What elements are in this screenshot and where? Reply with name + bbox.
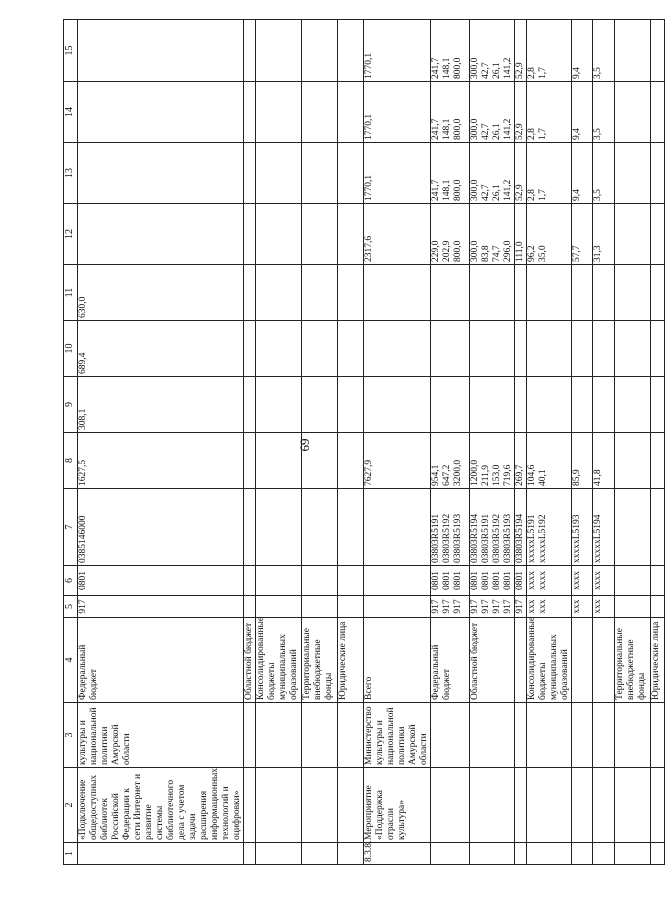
table-cell-c10 xyxy=(431,321,470,377)
table-cell-c2: Мероприятие «Поддержка отрасли культура» xyxy=(364,768,431,843)
table-cell-c1 xyxy=(593,843,615,865)
table-cell-c1 xyxy=(651,843,665,865)
budget-table xyxy=(63,19,665,865)
column-header: 14 xyxy=(64,82,78,143)
table-cell-c1 xyxy=(244,843,256,865)
table-cell-c5 xyxy=(651,596,665,618)
table-cell-c2 xyxy=(338,768,364,843)
table-cell-c1 xyxy=(572,843,593,865)
table-cell-c8 xyxy=(615,433,651,489)
table-cell-c11 xyxy=(338,265,364,321)
table-cell-c15: 52,9 xyxy=(515,20,527,82)
column-header: 8 xyxy=(64,433,78,489)
table-cell-c13 xyxy=(78,143,244,204)
table-row xyxy=(78,20,244,865)
table-cell-c2 xyxy=(572,768,593,843)
table-cell-c13: 241,7 148,1 800,0 xyxy=(431,143,470,204)
table-cell-c6: 0801 xyxy=(515,566,527,596)
table-cell-c6: хххх xyxy=(593,566,615,596)
table-cell-c3 xyxy=(338,703,364,768)
table-row xyxy=(302,20,338,865)
table-cell-c4: Областной бюджет xyxy=(470,618,515,703)
table-cell-c7: 03803R5194 03803R5191 03803R5192 03803R5193 xyxy=(470,489,515,566)
column-header: 6 xyxy=(64,566,78,596)
table-cell-c4: Консолидированные бюджеты муниципальных образований xyxy=(527,618,572,703)
table-cell-c4: Юридические лица xyxy=(651,618,665,703)
table-cell-c5: 917 xyxy=(78,596,244,618)
table-cell-c7 xyxy=(244,489,256,566)
table-cell-c6 xyxy=(302,566,338,596)
table-cell-c6 xyxy=(615,566,651,596)
table-cell-c13: 9,4 xyxy=(572,143,593,204)
table-cell-c2 xyxy=(527,768,572,843)
table-cell-c4: Всего xyxy=(364,618,431,703)
rotated-table-container xyxy=(63,20,661,865)
table-cell-c13: 300,0 42,7 26,1 141,2 xyxy=(470,143,515,204)
table-cell-c4 xyxy=(515,618,527,703)
table-cell-c2 xyxy=(244,768,256,843)
table-cell-c2 xyxy=(302,768,338,843)
table-cell-c14: 9,4 xyxy=(572,82,593,143)
table-cell-c8 xyxy=(338,433,364,489)
table-cell-c14: 1770,1 xyxy=(364,82,431,143)
table-cell-c2 xyxy=(651,768,665,843)
table-cell-c1 xyxy=(470,843,515,865)
table-cell-c6 xyxy=(338,566,364,596)
table-cell-c5 xyxy=(256,596,302,618)
table-row xyxy=(651,20,665,865)
table-cell-c12 xyxy=(78,204,244,265)
table-cell-c2: «Подключение общедоступных библиотек Российской Федерации к сети Интернет и развитие системы библиотечного дела с учетом задачи расширения информационных технологий и оцифровки» xyxy=(78,768,244,843)
table-cell-c7 xyxy=(302,489,338,566)
table-cell-c15 xyxy=(615,20,651,82)
table-cell-c11 xyxy=(593,265,615,321)
column-header: 10 xyxy=(64,321,78,377)
table-cell-c9 xyxy=(431,377,470,433)
table-cell-c6 xyxy=(651,566,665,596)
table-cell-c9 xyxy=(244,377,256,433)
table-cell-c10 xyxy=(244,321,256,377)
table-cell-c6: 0801 xyxy=(78,566,244,596)
column-header: 5 xyxy=(64,596,78,618)
table-cell-c3: Министерство культуры и национальной политики Амурской области xyxy=(364,703,431,768)
table-cell-c5 xyxy=(244,596,256,618)
table-cell-c3 xyxy=(572,703,593,768)
table-cell-c13 xyxy=(302,143,338,204)
table-cell-c13 xyxy=(244,143,256,204)
table-cell-c9 xyxy=(338,377,364,433)
table-cell-c10: 689,4 xyxy=(78,321,244,377)
table-cell-c15 xyxy=(244,20,256,82)
table-cell-c10 xyxy=(364,321,431,377)
table-cell-c14 xyxy=(78,82,244,143)
table-cell-c1 xyxy=(431,843,470,865)
table-cell-c11 xyxy=(515,265,527,321)
table-cell-c14 xyxy=(615,82,651,143)
table-cell-c10 xyxy=(470,321,515,377)
table-cell-c11 xyxy=(470,265,515,321)
table-cell-c15 xyxy=(256,20,302,82)
table-cell-c9 xyxy=(527,377,572,433)
page-number: 69 xyxy=(297,438,312,452)
table-cell-c8: 1200,0 211,9 153,0 719,6 xyxy=(470,433,515,489)
table-cell-c12 xyxy=(256,204,302,265)
table-cell-c10 xyxy=(651,321,665,377)
table-cell-c1 xyxy=(515,843,527,865)
table-cell-c10 xyxy=(572,321,593,377)
table-cell-c3 xyxy=(256,703,302,768)
table-cell-c1 xyxy=(615,843,651,865)
table-cell-c3 xyxy=(302,703,338,768)
table-cell-c7: 03803R5191 03803R5192 03803R5193 xyxy=(431,489,470,566)
table-cell-c12 xyxy=(302,204,338,265)
table-cell-c10 xyxy=(302,321,338,377)
table-cell-c10 xyxy=(615,321,651,377)
table-cell-c9 xyxy=(572,377,593,433)
table-cell-c5 xyxy=(615,596,651,618)
table-cell-c13 xyxy=(651,143,665,204)
table-cell-c12 xyxy=(338,204,364,265)
table-cell-c4 xyxy=(572,618,593,703)
table-cell-c1 xyxy=(302,843,338,865)
column-header: 1 xyxy=(64,843,78,865)
table-cell-c11 xyxy=(364,265,431,321)
table-cell-c5: ххх xyxy=(593,596,615,618)
table-cell-c5: 917 917 917 917 xyxy=(470,596,515,618)
table-cell-c3: культуры и национальной политики Амурской области xyxy=(78,703,244,768)
table-cell-c4: Областной бюджет xyxy=(244,618,256,703)
table-cell-c8: 104,6 40,1 xyxy=(527,433,572,489)
header-row xyxy=(64,20,78,865)
table-cell-c3 xyxy=(593,703,615,768)
table-row xyxy=(470,20,515,865)
table-cell-c2 xyxy=(470,768,515,843)
table-cell-c8: 1627,5 xyxy=(78,433,244,489)
table-cell-c4: Консолидированные бюджеты муниципальных образований xyxy=(256,618,302,703)
table-cell-c4: Федеральный бюджет xyxy=(78,618,244,703)
table-cell-c1: 8.3.8. xyxy=(364,843,431,865)
table-cell-c6: 0801 0801 0801 0801 xyxy=(470,566,515,596)
table-cell-c3 xyxy=(615,703,651,768)
table-cell-c15: 2,8 1,7 xyxy=(527,20,572,82)
table-row xyxy=(572,20,593,865)
table-cell-c1 xyxy=(256,843,302,865)
table-row xyxy=(256,20,302,865)
table-body xyxy=(64,20,665,865)
table-cell-c10 xyxy=(256,321,302,377)
table-cell-c5: 917 917 917 xyxy=(431,596,470,618)
table-cell-c13: 3,5 xyxy=(593,143,615,204)
table-cell-c7: 0385146000 xyxy=(78,489,244,566)
column-header: 4 xyxy=(64,618,78,703)
table-cell-c5 xyxy=(364,596,431,618)
table-cell-c9 xyxy=(651,377,665,433)
table-cell-c13 xyxy=(615,143,651,204)
column-header: 13 xyxy=(64,143,78,204)
table-row xyxy=(244,20,256,865)
column-header: 12 xyxy=(64,204,78,265)
table-cell-c1 xyxy=(338,843,364,865)
table-cell-c8: 269,7 xyxy=(515,433,527,489)
table-cell-c14 xyxy=(651,82,665,143)
table-row xyxy=(615,20,651,865)
table-cell-c14 xyxy=(338,82,364,143)
table-cell-c3 xyxy=(515,703,527,768)
table-cell-c1 xyxy=(527,843,572,865)
table-cell-c4 xyxy=(593,618,615,703)
table-cell-c14: 300,0 42,7 26,1 141,2 xyxy=(470,82,515,143)
table-cell-c12 xyxy=(244,204,256,265)
table-cell-c9 xyxy=(515,377,527,433)
table-cell-c10 xyxy=(338,321,364,377)
table-cell-c6: хххх хххх xyxy=(527,566,572,596)
table-cell-c12: 111,0 xyxy=(515,204,527,265)
table-cell-c9 xyxy=(593,377,615,433)
table-cell-c8 xyxy=(256,433,302,489)
table-cell-c4: Территориальные внебюджетные фонды xyxy=(302,618,338,703)
table-cell-c6: хххх xyxy=(572,566,593,596)
table-cell-c9 xyxy=(364,377,431,433)
table-cell-c15: 1770,1 xyxy=(364,20,431,82)
table-cell-c6 xyxy=(244,566,256,596)
table-cell-c5 xyxy=(302,596,338,618)
table-cell-c10 xyxy=(593,321,615,377)
table-row xyxy=(593,20,615,865)
table-cell-c14: 241,7 148,1 800,0 xyxy=(431,82,470,143)
table-cell-c7: xxxxxL5191 xxxxxL5192 xyxy=(527,489,572,566)
table-cell-c12: 229,0 202,9 800,0 xyxy=(431,204,470,265)
table-row xyxy=(431,20,470,865)
table-cell-c10 xyxy=(515,321,527,377)
table-cell-c10 xyxy=(527,321,572,377)
table-cell-c7 xyxy=(338,489,364,566)
table-cell-c5: 917 xyxy=(515,596,527,618)
table-cell-c14: 3,5 xyxy=(593,82,615,143)
table-cell-c12: 31,3 xyxy=(593,204,615,265)
table-cell-c15: 241,7 148,1 800,0 xyxy=(431,20,470,82)
table-cell-c12 xyxy=(615,204,651,265)
table-cell-c4: Территориальные внебюджетные фонды xyxy=(615,618,651,703)
table-cell-c15 xyxy=(302,20,338,82)
table-cell-c6 xyxy=(256,566,302,596)
table-cell-c2 xyxy=(615,768,651,843)
column-header: 7 xyxy=(64,489,78,566)
table-cell-c11 xyxy=(244,265,256,321)
table-cell-c13 xyxy=(338,143,364,204)
table-cell-c5 xyxy=(338,596,364,618)
table-cell-c6 xyxy=(364,566,431,596)
table-cell-c13: 2,8 1,7 xyxy=(527,143,572,204)
table-cell-c7 xyxy=(651,489,665,566)
table-cell-c5: ххх ххх xyxy=(527,596,572,618)
table-cell-c11: 630,0 xyxy=(78,265,244,321)
table-cell-c11 xyxy=(256,265,302,321)
table-cell-c15: 3,5 xyxy=(593,20,615,82)
table-cell-c7: xxxxxL5194 xyxy=(593,489,615,566)
table-cell-c8 xyxy=(244,433,256,489)
table-row xyxy=(515,20,527,865)
table-cell-c9 xyxy=(302,377,338,433)
table-cell-c8: 7627,9 xyxy=(364,433,431,489)
table-cell-c9: 308,1 xyxy=(78,377,244,433)
table-cell-c13: 52,9 xyxy=(515,143,527,204)
table-cell-c14: 2,8 1,7 xyxy=(527,82,572,143)
table-cell-c13: 1770,1 xyxy=(364,143,431,204)
table-cell-c7 xyxy=(364,489,431,566)
table-cell-c4: Федеральный бюджет xyxy=(431,618,470,703)
table-cell-c14 xyxy=(302,82,338,143)
table-cell-c6: 0801 0801 0801 xyxy=(431,566,470,596)
table-cell-c3 xyxy=(431,703,470,768)
table-cell-c9 xyxy=(470,377,515,433)
table-cell-c3 xyxy=(527,703,572,768)
column-header: 9 xyxy=(64,377,78,433)
table-cell-c11 xyxy=(572,265,593,321)
table-cell-c11 xyxy=(651,265,665,321)
table-cell-c12: 300,0 83,8 74,7 296,0 xyxy=(470,204,515,265)
table-cell-c2 xyxy=(515,768,527,843)
table-cell-c2 xyxy=(593,768,615,843)
table-cell-c11 xyxy=(302,265,338,321)
table-cell-c7 xyxy=(615,489,651,566)
table-row xyxy=(338,20,364,865)
table-cell-c15: 300,0 42,7 26,1 141,2 xyxy=(470,20,515,82)
table-cell-c14: 52,9 xyxy=(515,82,527,143)
table-cell-c8: 954,1 647,2 3200,0 xyxy=(431,433,470,489)
table-cell-c9 xyxy=(615,377,651,433)
table-cell-c15 xyxy=(338,20,364,82)
table-cell-c12: 96,2 35,0 xyxy=(527,204,572,265)
table-cell-c14 xyxy=(244,82,256,143)
table-cell-c8 xyxy=(651,433,665,489)
table-cell-c15 xyxy=(651,20,665,82)
table-cell-c12: 2317,6 xyxy=(364,204,431,265)
table-cell-c2 xyxy=(256,768,302,843)
table-cell-c11 xyxy=(615,265,651,321)
column-header: 2 xyxy=(64,768,78,843)
table-cell-c3 xyxy=(651,703,665,768)
column-header: 11 xyxy=(64,265,78,321)
column-header: 3 xyxy=(64,703,78,768)
table-cell-c2 xyxy=(431,768,470,843)
table-cell-c11 xyxy=(527,265,572,321)
table-row xyxy=(527,20,572,865)
table-cell-c15: 9,4 xyxy=(572,20,593,82)
table-row xyxy=(364,20,431,865)
table-cell-c12: 57,7 xyxy=(572,204,593,265)
table-cell-c8 xyxy=(302,433,338,489)
table-cell-c14 xyxy=(256,82,302,143)
table-cell-c8: 85,9 xyxy=(572,433,593,489)
table-cell-c9 xyxy=(256,377,302,433)
table-cell-c5: ххх xyxy=(572,596,593,618)
table-cell-c1 xyxy=(78,843,244,865)
table-cell-c3 xyxy=(244,703,256,768)
column-header: 15 xyxy=(64,20,78,82)
table-cell-c12 xyxy=(651,204,665,265)
table-cell-c7: 03803R5194 xyxy=(515,489,527,566)
table-cell-c15 xyxy=(78,20,244,82)
table-cell-c8: 41,8 xyxy=(593,433,615,489)
table-cell-c3 xyxy=(470,703,515,768)
table-cell-c7: xxxxxL5193 xyxy=(572,489,593,566)
table-cell-c11 xyxy=(431,265,470,321)
table-cell-c4: Юридические лица xyxy=(338,618,364,703)
table-cell-c13 xyxy=(256,143,302,204)
table-cell-c7 xyxy=(256,489,302,566)
